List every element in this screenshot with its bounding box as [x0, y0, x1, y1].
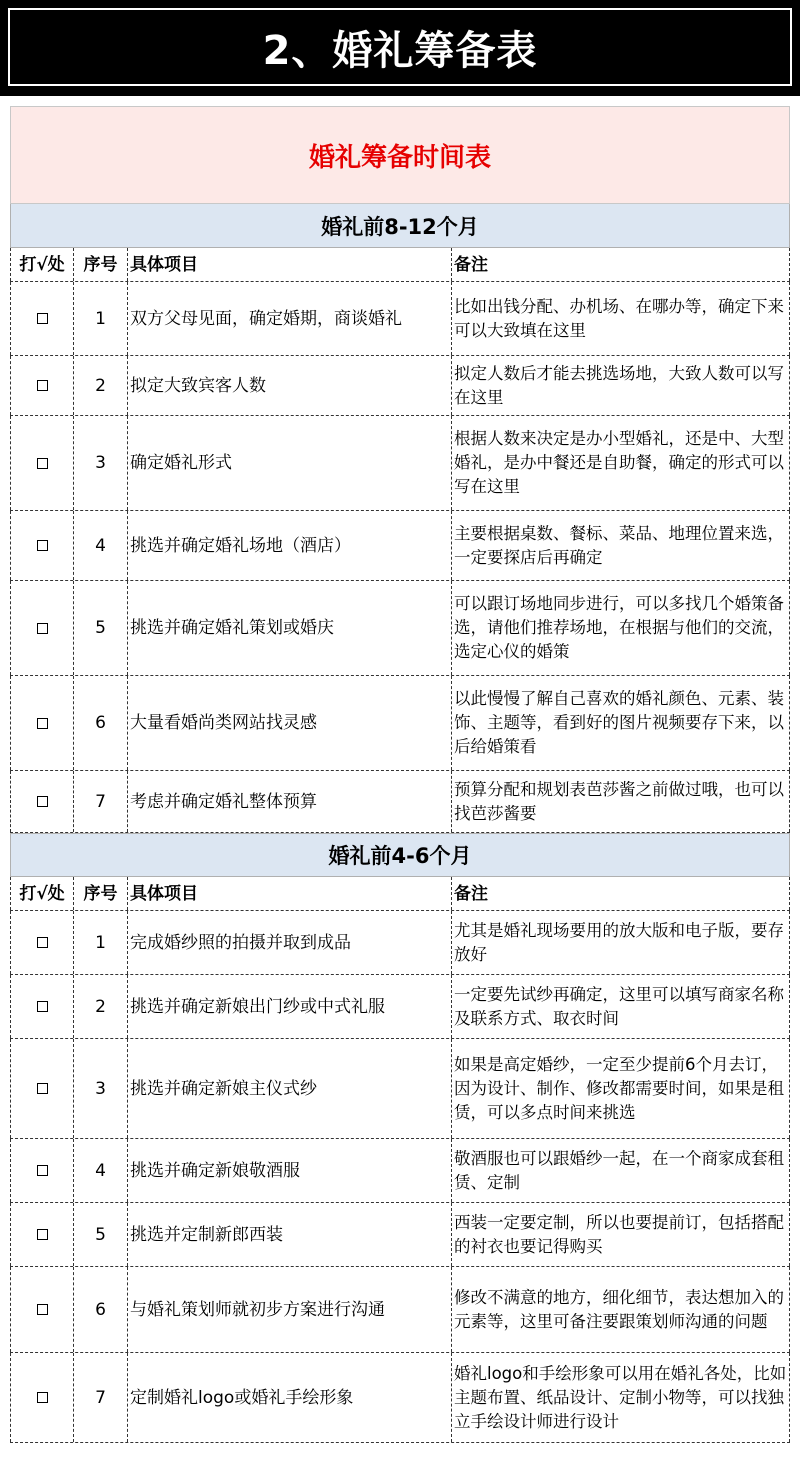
row-number: 5: [74, 1203, 128, 1266]
section-header: 婚礼前8-12个月: [10, 204, 790, 248]
table-row: [10, 581, 790, 676]
checkbox-cell: [10, 676, 74, 770]
item-text: 定制婚礼logo或婚礼手绘形象: [128, 1353, 452, 1442]
note-text: 修改不满意的地方，细化细节，表达想加入的元素等，这里可备注要跟策划师沟通的问题: [452, 1267, 790, 1352]
table-row: [10, 511, 790, 581]
checkbox-cell: [10, 1267, 74, 1352]
checkbox[interactable]: [37, 623, 48, 634]
table-row: [10, 1353, 790, 1443]
item-text: 与婚礼策划师就初步方案进行沟通: [128, 1267, 452, 1352]
table-row: [10, 282, 790, 356]
item-text: 确定婚礼形式: [128, 416, 452, 510]
row-number: 4: [74, 1139, 128, 1202]
item-text: 挑选并确定新娘出门纱或中式礼服: [128, 975, 452, 1038]
item-text: 挑选并确定婚礼策划或婚庆: [128, 581, 452, 675]
banner-title: 2、婚礼筹备表: [8, 8, 792, 86]
column-item-header: 具体项目: [128, 248, 452, 281]
row-number: 4: [74, 511, 128, 580]
checkbox-cell: [10, 416, 74, 510]
row-number: 5: [74, 581, 128, 675]
column-note-header: 备注: [452, 248, 790, 281]
row-number: 3: [74, 1039, 128, 1138]
column-item-header: 具体项目: [128, 877, 452, 910]
checkbox[interactable]: [37, 796, 48, 807]
row-number: 1: [74, 911, 128, 974]
checkbox[interactable]: [37, 1229, 48, 1240]
table-row: [10, 1267, 790, 1353]
checkbox[interactable]: [37, 380, 48, 391]
row-number: 7: [74, 771, 128, 832]
item-text: 大量看婚尚类网站找灵感: [128, 676, 452, 770]
item-text: 双方父母见面，确定婚期，商谈婚礼: [128, 282, 452, 355]
note-text: 拟定人数后才能去挑选场地，大致人数可以写在这里: [452, 356, 790, 415]
note-text: 可以跟订场地同步进行，可以多找几个婚策备选，请他们推荐场地，在根据与他们的交流，选定心仪的婚策: [452, 581, 790, 675]
table-row: [10, 356, 790, 416]
checkbox[interactable]: [37, 1001, 48, 1012]
checkbox-cell: [10, 1353, 74, 1442]
table-row: [10, 975, 790, 1039]
column-header-row: [10, 248, 790, 282]
note-text: 主要根据桌数、餐标、菜品、地理位置来选，一定要探店后再确定: [452, 511, 790, 580]
item-text: 拟定大致宾客人数: [128, 356, 452, 415]
table-row: [10, 1203, 790, 1267]
checkbox-cell: [10, 771, 74, 832]
note-text: 婚礼logo和手绘形象可以用在婚礼各处，比如主题布置、纸品设计、定制小物等，可以找独立手绘设计师进行设计: [452, 1353, 790, 1442]
column-num-header: 序号: [74, 248, 128, 281]
note-text: 以此慢慢了解自己喜欢的婚礼颜色、元素、装饰、主题等，看到好的图片视频要存下来，以后给婚策看: [452, 676, 790, 770]
section-header: 婚礼前4-6个月: [10, 833, 790, 877]
checkbox[interactable]: [37, 1165, 48, 1176]
table-row: [10, 676, 790, 771]
row-number: 6: [74, 1267, 128, 1352]
checkbox[interactable]: [37, 1304, 48, 1315]
item-text: 挑选并确定新娘敬酒服: [128, 1139, 452, 1202]
table-row: [10, 416, 790, 511]
note-text: 西装一定要定制，所以也要提前订，包括搭配的衬衣也要记得购买: [452, 1203, 790, 1266]
note-text: 预算分配和规划表芭莎酱之前做过哦，也可以找芭莎酱要: [452, 771, 790, 832]
note-text: 比如出钱分配、办机场、在哪办等，确定下来可以大致填在这里: [452, 282, 790, 355]
checkbox-cell: [10, 1039, 74, 1138]
column-header-row: [10, 877, 790, 911]
table-row: [10, 1139, 790, 1203]
checkbox-cell: [10, 282, 74, 355]
checkbox[interactable]: [37, 458, 48, 469]
note-text: 尤其是婚礼现场要用的放大版和电子版，要存放好: [452, 911, 790, 974]
table-row: [10, 1039, 790, 1139]
item-text: 挑选并定制新郎西装: [128, 1203, 452, 1266]
row-number: 6: [74, 676, 128, 770]
column-num-header: 序号: [74, 877, 128, 910]
planning-sheet: [10, 106, 790, 1443]
column-note-header: 备注: [452, 877, 790, 910]
row-number: 3: [74, 416, 128, 510]
checkbox[interactable]: [37, 313, 48, 324]
note-text: 如果是高定婚纱，一定至少提前6个月去订，因为设计、制作、修改都需要时间，如果是租赁，可以多点时间来挑选: [452, 1039, 790, 1138]
item-text: 挑选并确定婚礼场地（酒店）: [128, 511, 452, 580]
item-text: 考虑并确定婚礼整体预算: [128, 771, 452, 832]
checkbox-cell: [10, 511, 74, 580]
table-row: [10, 771, 790, 833]
banner: [0, 0, 800, 96]
checkbox[interactable]: [37, 1083, 48, 1094]
note-text: 敬酒服也可以跟婚纱一起，在一个商家成套租赁、定制: [452, 1139, 790, 1202]
column-check-header: 打√处: [10, 248, 74, 281]
checkbox-cell: [10, 911, 74, 974]
note-text: 根据人数来决定是办小型婚礼，还是中、大型婚礼，是办中餐还是自助餐，确定的形式可以写在这里: [452, 416, 790, 510]
checkbox[interactable]: [37, 718, 48, 729]
checkbox-cell: [10, 581, 74, 675]
row-number: 1: [74, 282, 128, 355]
checkbox[interactable]: [37, 540, 48, 551]
sheet-title: 婚礼筹备时间表: [10, 106, 790, 204]
item-text: 完成婚纱照的拍摄并取到成品: [128, 911, 452, 974]
row-number: 7: [74, 1353, 128, 1442]
note-text: 一定要先试纱再确定，这里可以填写商家名称及联系方式、取衣时间: [452, 975, 790, 1038]
checkbox-cell: [10, 1139, 74, 1202]
checkbox[interactable]: [37, 1392, 48, 1403]
checkbox-cell: [10, 1203, 74, 1266]
table-row: [10, 911, 790, 975]
row-number: 2: [74, 356, 128, 415]
checkbox[interactable]: [37, 937, 48, 948]
column-check-header: 打√处: [10, 877, 74, 910]
item-text: 挑选并确定新娘主仪式纱: [128, 1039, 452, 1138]
row-number: 2: [74, 975, 128, 1038]
checkbox-cell: [10, 975, 74, 1038]
checkbox-cell: [10, 356, 74, 415]
